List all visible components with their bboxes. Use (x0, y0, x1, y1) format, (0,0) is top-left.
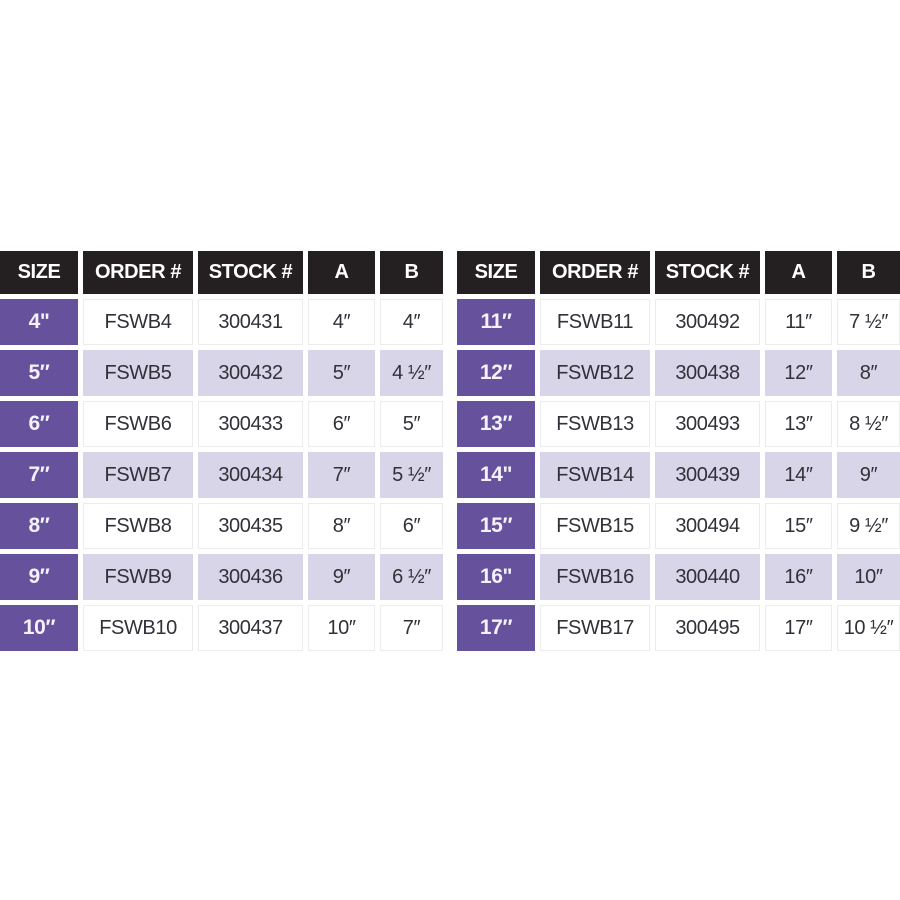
order-number-cell: FSWB7 (83, 452, 193, 498)
dim-b-cell: 7 ½″ (837, 299, 900, 345)
size-cell: 5″ (0, 350, 78, 396)
order-number-cell: FSWB16 (540, 554, 650, 600)
column-header-size: SIZE (457, 251, 535, 294)
stock-number-cell: 300494 (655, 503, 760, 549)
order-number-cell: FSWB14 (540, 452, 650, 498)
dim-b-cell: 7″ (380, 605, 443, 651)
order-number-cell: FSWB5 (83, 350, 193, 396)
stock-number-cell: 300440 (655, 554, 760, 600)
stock-number-cell: 300436 (198, 554, 303, 600)
dim-a-cell: 14″ (765, 452, 832, 498)
stock-number-cell: 300431 (198, 299, 303, 345)
column-header-order: ORDER # (83, 251, 193, 294)
stock-number-cell: 300438 (655, 350, 760, 396)
size-cell: 4" (0, 299, 78, 345)
column-header-stock: STOCK # (655, 251, 760, 294)
stock-number-cell: 300439 (655, 452, 760, 498)
dim-b-cell: 4″ (380, 299, 443, 345)
size-cell: 7″ (0, 452, 78, 498)
size-cell: 10″ (0, 605, 78, 651)
dim-b-cell: 10 ½″ (837, 605, 900, 651)
order-number-cell: FSWB4 (83, 299, 193, 345)
dim-b-cell: 10″ (837, 554, 900, 600)
dim-b-cell: 9 ½″ (837, 503, 900, 549)
size-chart-table-left (0, 251, 443, 651)
column-header-a: A (765, 251, 832, 294)
order-number-cell: FSWB11 (540, 299, 650, 345)
size-chart-table-right (457, 251, 900, 651)
dim-a-cell: 11″ (765, 299, 832, 345)
order-number-cell: FSWB8 (83, 503, 193, 549)
size-cell: 14" (457, 452, 535, 498)
size-cell: 11″ (457, 299, 535, 345)
dim-b-cell: 4 ½″ (380, 350, 443, 396)
stock-number-cell: 300492 (655, 299, 760, 345)
dim-a-cell: 7″ (308, 452, 375, 498)
dim-b-cell: 8 ½″ (837, 401, 900, 447)
size-cell: 12″ (457, 350, 535, 396)
size-cell: 8″ (0, 503, 78, 549)
column-header-b: B (837, 251, 900, 294)
stock-number-cell: 300433 (198, 401, 303, 447)
size-cell: 9″ (0, 554, 78, 600)
dim-a-cell: 10″ (308, 605, 375, 651)
order-number-cell: FSWB6 (83, 401, 193, 447)
size-cell: 17″ (457, 605, 535, 651)
dim-a-cell: 9″ (308, 554, 375, 600)
order-number-cell: FSWB12 (540, 350, 650, 396)
dim-a-cell: 5″ (308, 350, 375, 396)
size-cell: 13″ (457, 401, 535, 447)
stock-number-cell: 300434 (198, 452, 303, 498)
stock-number-cell: 300435 (198, 503, 303, 549)
dim-b-cell: 8″ (837, 350, 900, 396)
column-header-a: A (308, 251, 375, 294)
column-header-b: B (380, 251, 443, 294)
dim-a-cell: 4″ (308, 299, 375, 345)
stock-number-cell: 300495 (655, 605, 760, 651)
dim-b-cell: 6″ (380, 503, 443, 549)
column-header-stock: STOCK # (198, 251, 303, 294)
stock-number-cell: 300437 (198, 605, 303, 651)
column-header-size: SIZE (0, 251, 78, 294)
column-header-order: ORDER # (540, 251, 650, 294)
order-number-cell: FSWB10 (83, 605, 193, 651)
size-cell: 6″ (0, 401, 78, 447)
stock-number-cell: 300432 (198, 350, 303, 396)
dim-a-cell: 12″ (765, 350, 832, 396)
dim-b-cell: 9″ (837, 452, 900, 498)
dim-b-cell: 5″ (380, 401, 443, 447)
dim-a-cell: 8″ (308, 503, 375, 549)
dim-b-cell: 5 ½″ (380, 452, 443, 498)
dim-a-cell: 15″ (765, 503, 832, 549)
size-cell: 15″ (457, 503, 535, 549)
order-number-cell: FSWB15 (540, 503, 650, 549)
order-number-cell: FSWB13 (540, 401, 650, 447)
dim-a-cell: 13″ (765, 401, 832, 447)
order-number-cell: FSWB17 (540, 605, 650, 651)
dim-a-cell: 6″ (308, 401, 375, 447)
order-number-cell: FSWB9 (83, 554, 193, 600)
dim-a-cell: 16″ (765, 554, 832, 600)
dim-b-cell: 6 ½″ (380, 554, 443, 600)
dim-a-cell: 17″ (765, 605, 832, 651)
size-cell: 16" (457, 554, 535, 600)
stock-number-cell: 300493 (655, 401, 760, 447)
